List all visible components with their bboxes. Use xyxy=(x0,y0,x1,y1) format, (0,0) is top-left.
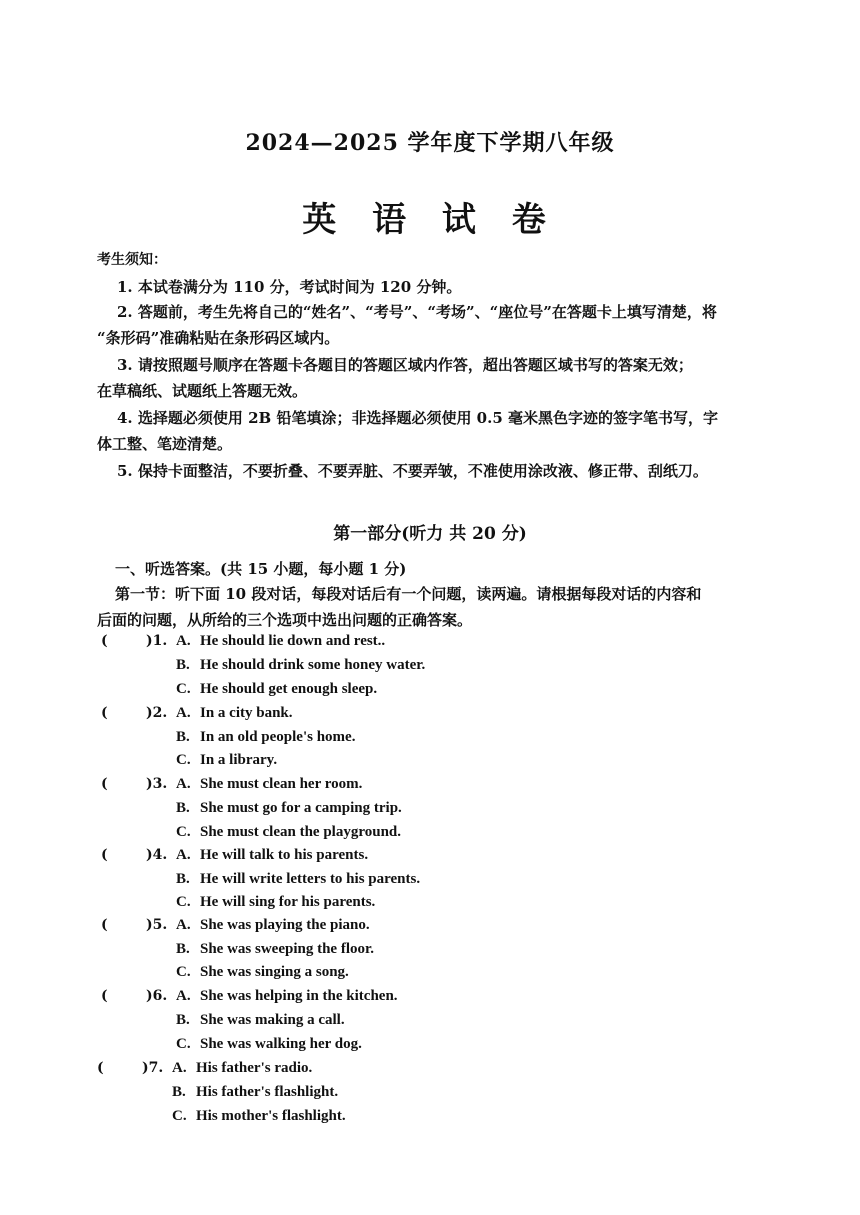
question-number: )4. xyxy=(146,847,168,863)
notice-line: 在草稿纸、试题纸上答题无效。 xyxy=(97,382,308,400)
option-c xyxy=(176,824,401,841)
option-a xyxy=(176,633,385,650)
option-text: In an old people's home. xyxy=(200,729,356,745)
option-text: He should drink some honey water. xyxy=(200,657,426,673)
option-text: In a city bank. xyxy=(200,705,293,721)
option-text: She was walking her dog. xyxy=(200,1036,362,1052)
option-letter: C. xyxy=(176,681,191,697)
exam-year-title: 2024—2025 学年度下学期八年级 xyxy=(245,130,615,156)
option-letter: B. xyxy=(176,871,190,887)
question-number: )1. xyxy=(146,633,168,649)
option-letter: A. xyxy=(176,988,191,1004)
notice-line: 1. 本试卷满分为 110 分，考试时间为 120 分钟。 xyxy=(117,278,462,296)
option-a xyxy=(176,705,293,722)
option-letter: C. xyxy=(176,894,191,910)
option-letter: A. xyxy=(176,705,191,721)
option-b xyxy=(176,729,355,746)
option-letter: C. xyxy=(172,1108,187,1124)
option-text: He should lie down and rest.. xyxy=(200,633,386,649)
answer-paren: ( xyxy=(101,776,108,792)
option-letter: A. xyxy=(176,633,191,649)
part-one-title: 第一部分(听力 共 20 分) xyxy=(333,524,527,544)
option-b xyxy=(176,871,420,888)
option-b xyxy=(176,800,402,817)
option-text: His father's radio. xyxy=(196,1060,313,1076)
option-text: He should get enough sleep. xyxy=(200,681,378,697)
option-letter: B. xyxy=(176,941,190,957)
option-letter: B. xyxy=(172,1084,186,1100)
option-letter: B. xyxy=(176,729,190,745)
question-number: )7. xyxy=(142,1060,164,1076)
option-letter: C. xyxy=(176,1036,191,1052)
instruction-line: 第一节：听下面 10 段对话，每段对话后有一个问题，读两遍。请根据每段对话的内容和 xyxy=(115,585,702,603)
option-b xyxy=(176,941,374,958)
exam-subject-title: 英 语 试 卷 xyxy=(302,200,558,240)
option-letter: A. xyxy=(172,1060,187,1076)
option-b xyxy=(172,1084,338,1101)
option-c xyxy=(176,752,277,769)
option-letter: A. xyxy=(176,847,191,863)
answer-paren: ( xyxy=(97,1060,104,1076)
option-b xyxy=(176,657,425,674)
option-letter: C. xyxy=(176,752,191,768)
option-a xyxy=(176,988,398,1005)
option-text: He will write letters to his parents. xyxy=(200,871,421,887)
option-b xyxy=(176,1012,345,1029)
option-text: She must go for a camping trip. xyxy=(200,800,402,816)
option-c xyxy=(176,681,377,698)
notice-line: “条形码”准确粘贴在条形码区域内。 xyxy=(97,329,340,347)
notice-line: 3. 请按照题号顺序在答题卡各题目的答题区域内作答，超出答题区域书写的答案无效； xyxy=(117,356,693,374)
notice-line: 5. 保持卡面整洁，不要折叠、不要弄脏、不要弄皱，不准使用涂改液、修正带、刮纸刀。 xyxy=(117,462,708,480)
option-c xyxy=(176,894,375,911)
option-letter: A. xyxy=(176,776,191,792)
question-number: )5. xyxy=(146,917,168,933)
question-number: )2. xyxy=(146,705,168,721)
option-letter: B. xyxy=(176,1012,190,1028)
option-text: She must clean her room. xyxy=(200,776,363,792)
instruction-line: 后面的问题，从所给的三个选项中选出问题的正确答案。 xyxy=(97,611,473,629)
notice-heading: 考生须知： xyxy=(97,252,167,268)
answer-paren: ( xyxy=(101,633,108,649)
option-letter: C. xyxy=(176,824,191,840)
option-c xyxy=(176,964,349,981)
option-text: She was making a call. xyxy=(200,1012,345,1028)
option-c xyxy=(176,1036,362,1053)
option-a xyxy=(176,776,362,793)
option-text: His father's flashlight. xyxy=(196,1084,339,1100)
option-letter: B. xyxy=(176,657,190,673)
option-text: She was sweeping the floor. xyxy=(200,941,375,957)
option-text: She was playing the piano. xyxy=(200,917,370,933)
notice-line: 体工整、笔迹清楚。 xyxy=(97,435,233,453)
option-text: He will talk to his parents. xyxy=(200,847,369,863)
option-text: She was helping in the kitchen. xyxy=(200,988,398,1004)
question-number: )6. xyxy=(146,988,168,1004)
option-a xyxy=(172,1060,312,1077)
answer-paren: ( xyxy=(101,705,108,721)
option-text: She was singing a song. xyxy=(200,964,349,980)
notice-line: 2. 答题前，考生先将自己的“姓名”、“考号”、“考场”、“座位号”在答题卡上填写清楚，将 xyxy=(117,303,717,321)
option-letter: C. xyxy=(176,964,191,980)
notice-line: 4. 选择题必须使用 2B 铅笔填涂；非选择题必须使用 0.5 毫米黑色字迹的签字笔书写，字 xyxy=(117,409,718,427)
answer-paren: ( xyxy=(101,847,108,863)
question-number: )3. xyxy=(146,776,168,792)
option-text: In a library. xyxy=(200,752,278,768)
option-letter: B. xyxy=(176,800,190,816)
option-letter: A. xyxy=(176,917,191,933)
option-c xyxy=(172,1108,346,1125)
answer-paren: ( xyxy=(101,917,108,933)
option-text: His mother's flashlight. xyxy=(196,1108,346,1124)
option-a xyxy=(176,917,370,934)
option-text: He will sing for his parents. xyxy=(200,894,376,910)
option-text: She must clean the playground. xyxy=(200,824,402,840)
option-a xyxy=(176,847,368,864)
listening-section-title: 一、听选答案。(共 15 小题，每小题 1 分) xyxy=(115,560,407,578)
answer-paren: ( xyxy=(101,988,108,1004)
